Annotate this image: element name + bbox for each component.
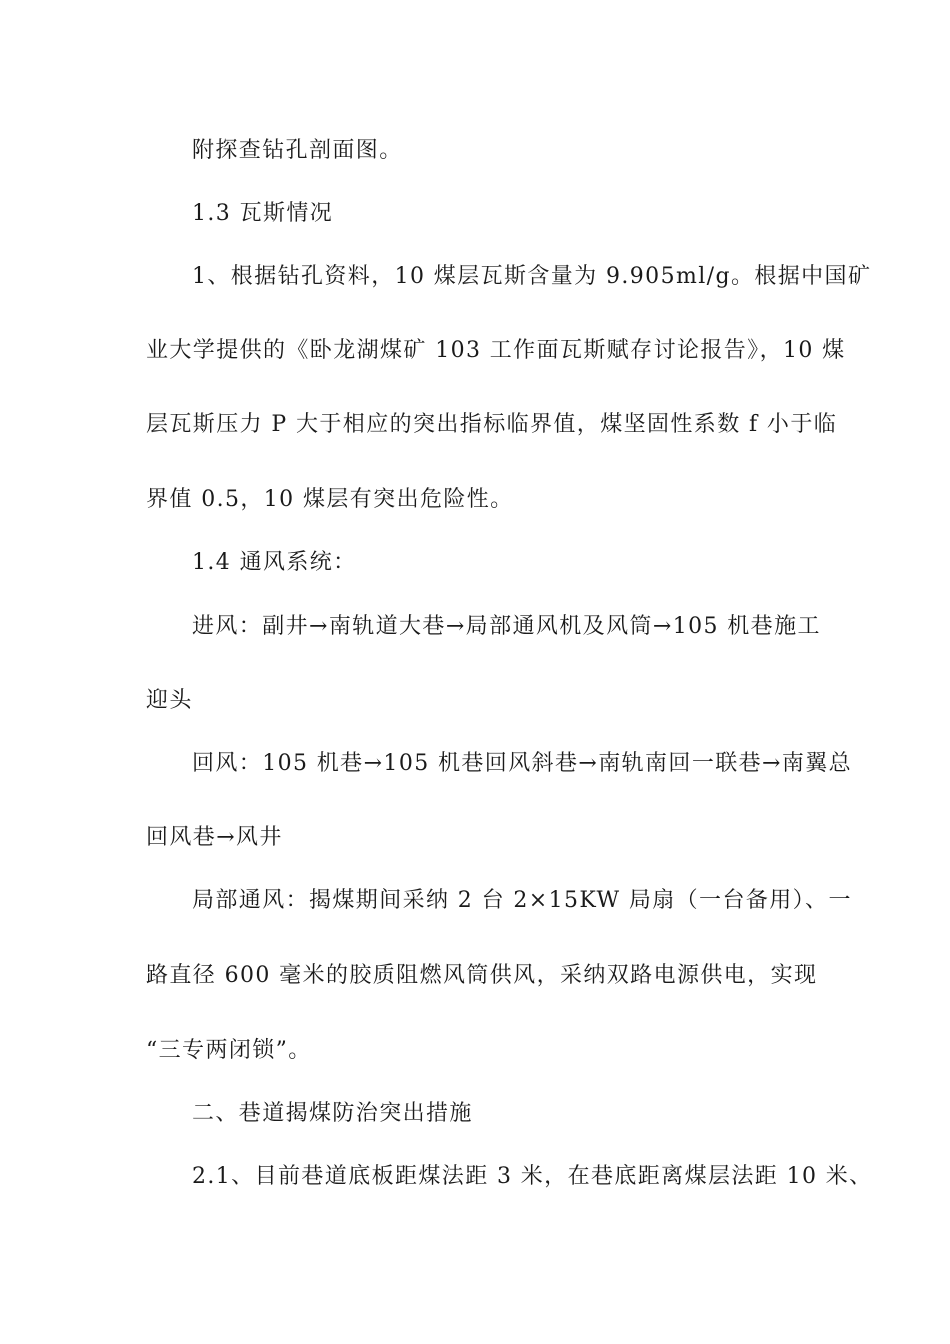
paragraph-line: 界值 0.5，10 煤层有突出危险性。 xyxy=(146,487,514,512)
paragraph-line: 回风：105 机巷→105 机巷回风斜巷→南轨南回一联巷→南翼总 xyxy=(192,751,853,776)
paragraph-line: 层瓦斯压力 P 大于相应的突出指标临界值，煤坚固性系数 f 小于临 xyxy=(146,412,838,437)
section-heading-ventilation: 1.4 通风系统： xyxy=(192,550,357,575)
paragraph-line: 1、根据钻孔资料，10 煤层瓦斯含量为 9.905ml/g。根据中国矿 xyxy=(192,264,872,289)
paragraph-line: 迎头 xyxy=(146,688,193,713)
paragraph-line: 进风：副井→南轨道大巷→局部通风机及风筒→105 机巷施工 xyxy=(192,614,821,639)
section-heading-measures: 二、巷道揭煤防治突出措施 xyxy=(192,1101,473,1126)
paragraph-line: 路直径 600 毫米的胶质阻燃风筒供风，采纳双路电源供电，实现 xyxy=(146,963,818,988)
paragraph-line: “三专两闭锁”。 xyxy=(146,1038,312,1063)
paragraph-line: 业大学提供的《卧龙湖煤矿 103 工作面瓦斯赋存讨论报告》，10 煤 xyxy=(146,338,846,363)
paragraph-line: 回风巷→风井 xyxy=(146,825,283,850)
paragraph-line: 局部通风：揭煤期间采纳 2 台 2×15KW 局扇（一台备用）、一 xyxy=(192,888,852,913)
paragraph-line: 附探查钻孔剖面图。 xyxy=(192,138,403,163)
section-heading-gas: 1.3 瓦斯情况 xyxy=(192,201,334,226)
paragraph-line: 2.1、目前巷道底板距煤法距 3 米，在巷底距离煤层法距 10 米、 xyxy=(192,1164,873,1189)
